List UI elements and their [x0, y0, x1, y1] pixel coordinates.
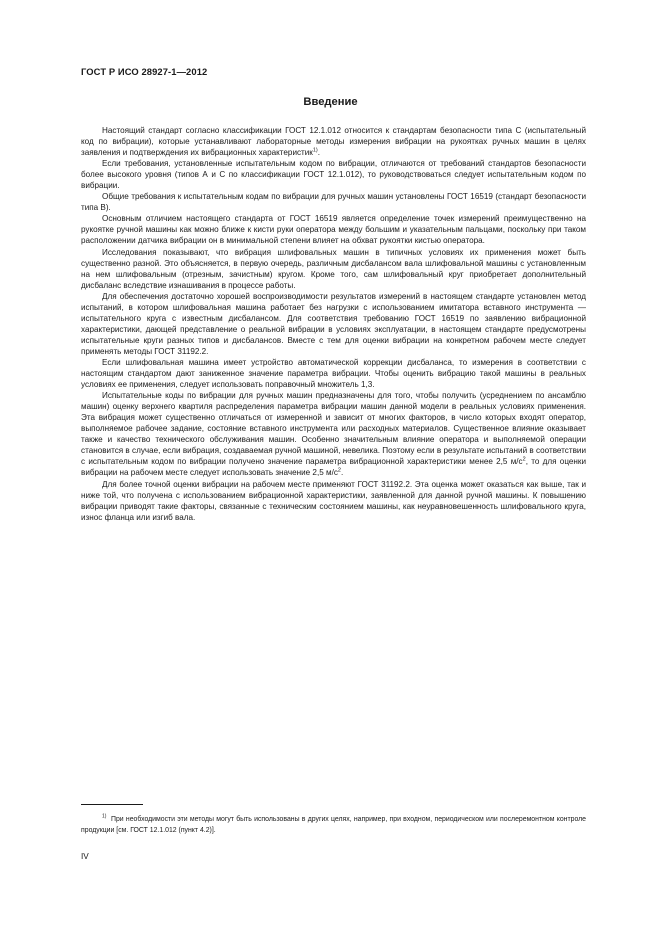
document-header: ГОСТ Р ИСО 28927-1—2012	[81, 66, 208, 77]
footnote	[81, 814, 586, 836]
paragraph: Испытательные коды по вибрации для ручных машин предназначены для того, чтобы получить (усреднением по ансамблю машин) оценку верхнего квартиля распределения параметра вибрации машин данной модели в реальных условиях применения. Эта вибрация может существенно отличаться от измеренной и зависит от многих факторов, в число которых входят оператор, выполняемое рабочее задание, состояние вставного инструмента или расходных материалов. Существенное влияние оказывает также и качество технического обслуживания машин. Особенно значительным влияние оператора и выполняемой операции становится в случае, если вибрация, создаваемая ручной машиной, невелика. Поэтому если в результате испытаний в соответствии с испытательным кодом по вибрации получено значение параметра вибрационной характеристики менее 2,5 $м/с^2$, то для оценки вибрации на рабочем месте следует использовать значение 2,5 $м/с^2$.	[81, 391, 586, 478]
document-body	[81, 125, 586, 523]
section-title: Введение	[303, 96, 358, 108]
page-number: IV	[81, 852, 89, 861]
paragraph: Для обеспечения достаточно хорошей воспроизводимости результатов измерений в настоящем стандарте установлен метод испытаний, в котором шлифовальная машина работает без нагрузки с использованием имитатора вставного инструмента — испытательного круга с известным дисбалансом. Для соответствия требованию ГОСТ 16519 по заявлению вибрационной характеристики, дающей представление о реальной вибрации в условиях эксплуатации, в настоящем стандарте предусмотрены испытательные круги разных типов и дисбалансов. Вместе с тем для оценки вибрации на конкретном рабочем месте следует применять методы ГОСТ 31192.2.	[81, 291, 586, 356]
paragraph: Общие требования к испытательным кодам по вибрации для ручных машин установлены ГОСТ 16519 (стандарт безопасности типа В).	[81, 192, 586, 213]
superscript: 2	[337, 467, 341, 474]
paragraph: Для более точной оценки вибрации на рабочем месте применяют ГОСТ 31192.2. Эта оценка может оказаться как выше, так и ниже той, что получена с использованием вибрационной характеристики, заявленной для данной ручной машины. К повышению вибрации приводят такие факторы, связанные с техническим состоянием машины, как неуравновешенность шлифовального круга, износ фланца или изгиб вала.	[81, 479, 586, 522]
footnote-text: При необходимости эти методы могут быть использованы в других целях, например, при входном, периодическом или послеремонтном контроле продукции [см. ГОСТ 12.1.012 (пункт 4.2)].	[81, 816, 586, 835]
paragraph: Настоящий стандарт согласно классификации ГОСТ 12.1.012 относится к стандартам безопасности типа С (испытательный код по вибрации), которые устанавливают лабораторные методы измерения вибрации на рукоятках ручных машин в целях заявления и подтверждения их вибрационных характеристик$^{1)}$.	[81, 126, 586, 158]
paragraph: Основным отличием настоящего стандарта от ГОСТ 16519 является определение точек измерений преимущественно на рукоятке ручной машины как можно ближе к кисти руки оператора между большим и указательным пальцами, поскольку при таком расположении датчика вибрации он в минимальной степени влияет на обхват рукоятки кистью оператора.	[81, 214, 586, 246]
paragraph: Исследования показывают, что вибрация шлифовальных машин в типичных условиях их применения может быть существенно разной. Это объясняется, в первую очередь, различным дисбалансом вала шлифовальной машины с установленным на нем шлифовальным (отрезным, зачистным) кругом. Кроме того, сам шлифовальный круг приобретает дополнительный дисбаланс вследствие изнашивания в процессе работы.	[81, 247, 586, 290]
superscript: 2	[522, 456, 526, 463]
footnote-divider	[81, 804, 143, 805]
paragraph: Если требования, установленные испытательным кодом по вибрации, отличаются от требований стандартов безопасности более высокого уровня (типов А и С по классификации ГОСТ 12.1.012), то руководствоваться следует испытательным кодом по вибрации.	[81, 159, 586, 191]
footnote-ref[interactable]: 1)	[312, 147, 318, 154]
footnote-marker: 1)	[102, 813, 107, 820]
paragraph: Если шлифовальная машина имеет устройство автоматической коррекции дисбаланса, то измерения в соответствии с настоящим стандартом дают заниженное значение параметра вибрации. Чтобы оценить вибрацию такой машины в реальных условиях ее применения, следует использовать поправочный множитель 1,3.	[81, 357, 586, 390]
